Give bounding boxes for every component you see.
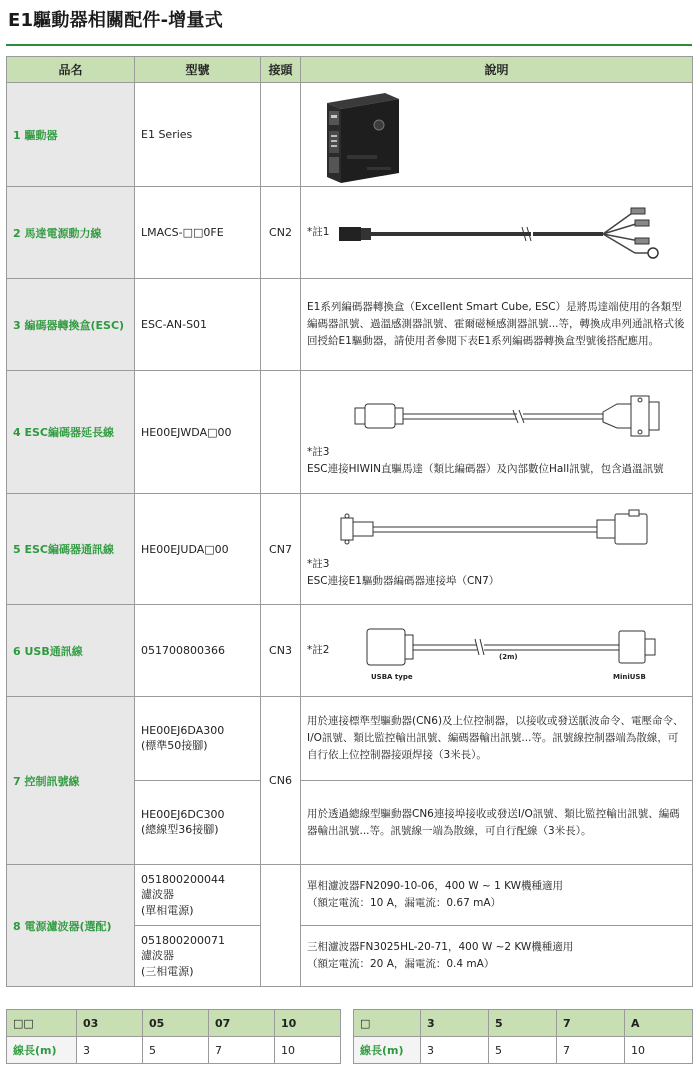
- header-name: 品名: [7, 57, 135, 83]
- item-name: 6 USB通訊線: [7, 605, 135, 697]
- length-value-row: [7, 1037, 341, 1064]
- usb-right-label: MiniUSB: [613, 672, 646, 681]
- item-model: 051700800366: [135, 605, 261, 697]
- table-row: [7, 279, 693, 371]
- item-name: 1 驅動器: [7, 83, 135, 187]
- item-model: [135, 697, 261, 781]
- item-desc: [301, 926, 693, 987]
- length-value-row: [354, 1037, 693, 1064]
- header-connector: 接頭: [261, 57, 301, 83]
- item-model: [135, 781, 261, 865]
- item-connector: CN3: [261, 605, 301, 697]
- length-cell: 05: [143, 1010, 209, 1037]
- item-connector: CN7: [261, 494, 301, 605]
- model-spec: (三相電源): [141, 964, 194, 978]
- note-ref: *註2: [307, 644, 330, 656]
- item-desc: 用於連接標準型驅動器(CN6)及上位控制器，以接收或發送脈波命令、電壓命令、I/O訊號、類比監控輸出訊號、編碼器輸出訊號...等。訊號線控制器端為散線，可自行依上位控制器接頭焊接（3米長）。: [301, 697, 693, 781]
- desc-line: （額定電流：10 A，漏電流：0.67 mA）: [307, 897, 502, 909]
- desc-line: （額定電流：20 A，漏電流：0.4 mA）: [307, 958, 495, 970]
- model-code: HE00EJ6DC300: [141, 808, 225, 821]
- item-desc: [301, 605, 693, 697]
- length-cell: 7: [209, 1037, 275, 1064]
- length-cell: 03: [77, 1010, 143, 1037]
- item-desc: [301, 865, 693, 926]
- page-title: E1驅動器相關配件-增量式: [8, 10, 223, 31]
- item-desc-text: ESC連接E1驅動器編碼器連接埠（CN7）: [307, 575, 500, 587]
- item-model: HE00EJWDA□00: [135, 371, 261, 494]
- item-desc: [301, 371, 693, 494]
- item-connector: [261, 83, 301, 187]
- esc-extension-cable-image: [345, 386, 675, 444]
- length-header-row: [7, 1010, 341, 1037]
- item-desc: 用於透過總線型驅動器CN6連接埠接收或發送I/O訊號、類比監控輸出訊號、編碼器輸出訊號...等。訊號線一端為散線，可自行配線（3米長）。: [301, 781, 693, 865]
- note-ref: *註3: [307, 446, 330, 458]
- length-cell: 7: [557, 1037, 625, 1064]
- item-model: HE00EJUDA□00: [135, 494, 261, 605]
- length-table-right: [353, 1009, 693, 1064]
- item-model: [135, 865, 261, 926]
- length-cell: A: [625, 1010, 693, 1037]
- note-ref: *註1: [307, 226, 330, 238]
- item-connector: [261, 279, 301, 371]
- model-code: 051800200044: [141, 872, 225, 886]
- item-connector: [261, 371, 301, 494]
- esc-comm-cable-image: [335, 508, 675, 556]
- power-cable-image: [335, 203, 680, 263]
- item-desc-text: ESC連接HIWIN直驅馬達（類比編碼器）及內部數位Hall訊號，包含過溫訊號: [307, 463, 664, 475]
- item-name: 5 ESC編碼器通訊線: [7, 494, 135, 605]
- length-cell: 10: [275, 1010, 341, 1037]
- table-row: [7, 697, 693, 781]
- length-cell: 線長(m): [354, 1037, 421, 1064]
- item-name: 4 ESC編碼器延長線: [7, 371, 135, 494]
- length-header-row: [354, 1010, 693, 1037]
- desc-line: 三相濾波器FN3025HL-20-71，400 W ~2 KW機種適用: [307, 941, 574, 953]
- header-model: 型號: [135, 57, 261, 83]
- length-cell: 3: [421, 1037, 489, 1064]
- model-spec: (單相電源): [141, 903, 194, 917]
- item-model: ESC-AN-S01: [135, 279, 261, 371]
- model-type: 濾波器: [141, 948, 174, 962]
- length-cell: 5: [143, 1037, 209, 1064]
- servo-drive-image: [307, 85, 427, 185]
- length-table-left: [6, 1009, 341, 1064]
- length-cell: 7: [557, 1010, 625, 1037]
- length-cell: 10: [275, 1037, 341, 1064]
- usb-left-label: USBA type: [371, 672, 413, 681]
- model-code: HE00EJ6DA300: [141, 724, 225, 737]
- item-name: 8 電源濾波器(選配): [7, 865, 135, 987]
- model-type: 濾波器: [141, 887, 174, 901]
- length-cell: 5: [489, 1037, 557, 1064]
- item-name: 7 控制訊號線: [7, 697, 135, 865]
- length-cell: □: [354, 1010, 421, 1037]
- item-model: LMACS-□□0FE: [135, 187, 261, 279]
- model-spec: (總線型36接腳): [141, 823, 219, 836]
- item-name: 3 編碼器轉換盒(ESC): [7, 279, 135, 371]
- item-desc: [301, 187, 693, 279]
- header-desc: 說明: [301, 57, 693, 83]
- length-cell: 07: [209, 1010, 275, 1037]
- item-name: 2 馬達電源動力線: [7, 187, 135, 279]
- length-cell: 5: [489, 1010, 557, 1037]
- table-row: [7, 187, 693, 279]
- item-desc: E1系列編碼器轉換盒（Excellent Smart Cube, ESC）是將馬達端使用的各類型編碼器訊號、過溫感測器訊號、霍爾磁極感測器訊號...等，轉換成串列通訊格式後回授給E1驅動器，請使用者參閱下表E1系列編碼器轉換盒型號後搭配應用。: [301, 279, 693, 371]
- table-row: [7, 494, 693, 605]
- table-row: [7, 865, 693, 926]
- item-desc: [301, 494, 693, 605]
- title-underline: [6, 44, 692, 46]
- model-spec: (標準50接腳): [141, 739, 208, 752]
- item-desc: [301, 83, 693, 187]
- note-ref: *註3: [307, 558, 330, 570]
- item-model: [135, 926, 261, 987]
- desc-line: 單相濾波器FN2090-10-06，400 W ~ 1 KW機種適用: [307, 880, 564, 892]
- model-code: 051800200071: [141, 933, 225, 947]
- usb-length-label: (2m): [499, 652, 518, 661]
- table-row: [7, 605, 693, 697]
- length-cell: □□: [7, 1010, 77, 1037]
- table-row: [7, 371, 693, 494]
- length-cell: 線長(m): [7, 1037, 77, 1064]
- table-header-row: [7, 57, 693, 83]
- item-connector: [261, 865, 301, 987]
- item-model: E1 Series: [135, 83, 261, 187]
- accessories-table: [6, 56, 693, 987]
- length-cell: 3: [77, 1037, 143, 1064]
- length-cell: 10: [625, 1037, 693, 1064]
- length-cell: 3: [421, 1010, 489, 1037]
- table-row: [7, 83, 693, 187]
- item-connector: CN6: [261, 697, 301, 865]
- item-connector: CN2: [261, 187, 301, 279]
